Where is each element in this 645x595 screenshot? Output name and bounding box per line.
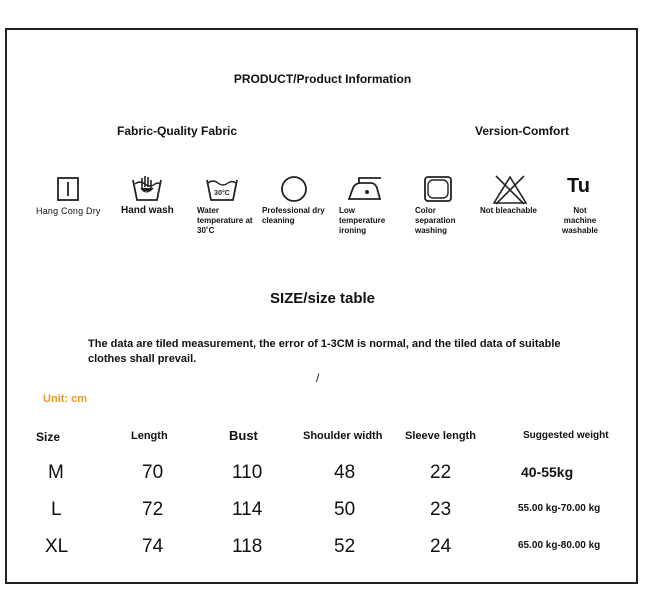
slash-mark: /	[316, 371, 320, 385]
table-cell-length: 74	[142, 536, 164, 557]
header-suggested-weight: Suggested weight	[523, 430, 609, 441]
table-cell-length: 70	[142, 462, 164, 483]
table-cell-bust: 118	[232, 536, 263, 557]
care-item-not-machine-washable	[560, 174, 600, 236]
care-item-hang-dry	[36, 174, 101, 216]
table-cell-bust: 110	[232, 462, 263, 483]
version-label: Version-Comfort	[475, 124, 570, 138]
size-table-title: SIZE/size table	[269, 290, 376, 307]
iron-icon	[345, 174, 385, 206]
svg-text:30: 30	[144, 192, 152, 198]
square-rounded-icon	[419, 174, 459, 206]
svg-text:30°C: 30°C	[214, 190, 230, 197]
care-item-not-bleachable	[480, 174, 537, 216]
table-cell-size: L	[51, 499, 62, 520]
circle-icon	[274, 174, 314, 206]
care-label: Professional dry cleaning	[262, 206, 325, 225]
table-cell-size: M	[48, 462, 64, 483]
care-item-dry-clean	[262, 174, 332, 226]
product-info-title: PRODUCT/Product Information	[233, 72, 412, 86]
table-cell-sleeve: 22	[430, 462, 452, 483]
care-label: Hand wash	[121, 205, 174, 216]
unit-label: Unit: cm	[43, 393, 87, 405]
header-length: Length	[131, 430, 168, 442]
crossed-triangle-icon	[490, 174, 530, 206]
table-cell-weight: 65.00 kg-80.00 kg	[518, 540, 601, 551]
table-cell-length: 72	[142, 499, 164, 520]
care-label: Hang Cong Dry	[36, 206, 101, 216]
care-item-ironing	[339, 174, 399, 236]
hand-wash-icon	[129, 174, 169, 206]
header-shoulder-width: Shoulder width	[303, 430, 383, 442]
table-cell-weight: 40-55kg	[521, 464, 574, 480]
table-cell-shoulder: 48	[334, 462, 356, 483]
measurement-note: The data are tiled measurement, the error of 1-3CM is normal, and the tiled data of suitable clothes shall prevail.	[88, 338, 561, 365]
tu-icon: Tu	[567, 175, 590, 197]
table-cell-bust: 114	[232, 499, 263, 520]
table-cell-shoulder: 52	[334, 536, 356, 557]
header-bust: Bust	[229, 428, 258, 443]
care-label: Water temperature at 30˚C	[197, 206, 253, 235]
fabric-label: Fabric-Quality Fabric	[117, 124, 238, 138]
table-cell-size: XL	[45, 536, 69, 557]
table-cell-sleeve: 24	[430, 536, 452, 557]
table-cell-weight: 55.00 kg-70.00 kg	[518, 503, 601, 514]
header-sleeve-length: Sleeve length	[405, 430, 476, 442]
table-cell-sleeve: 23	[430, 499, 452, 520]
care-item-water-temp	[197, 174, 253, 236]
table-cell-shoulder: 50	[334, 499, 356, 520]
care-item-color-separation	[415, 174, 475, 236]
care-label: Not bleachable	[480, 206, 537, 215]
care-label: Low temperature ironing	[339, 206, 386, 235]
square-line-icon	[56, 174, 96, 206]
care-label: Not machine washable	[561, 206, 598, 235]
care-label: Color separation washing	[415, 206, 456, 235]
water-temp-icon	[203, 174, 243, 206]
care-item-hand-wash	[121, 174, 174, 216]
header-size: Size	[36, 430, 61, 444]
